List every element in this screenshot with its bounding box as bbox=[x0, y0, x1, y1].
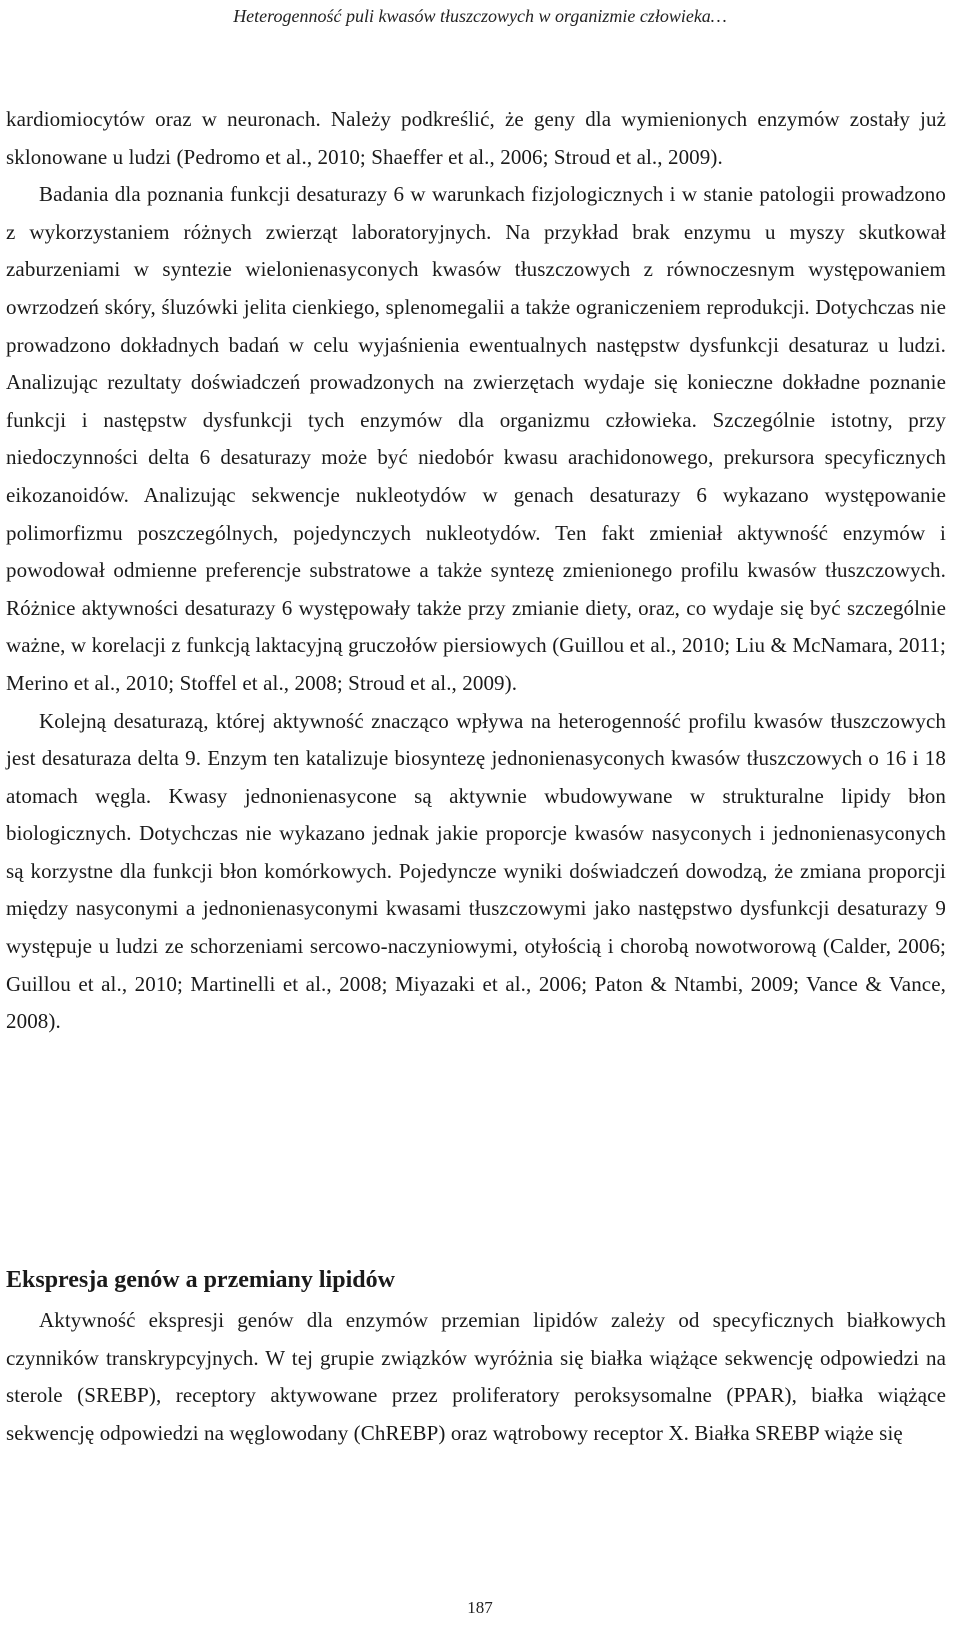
paragraph-desaturase-9: Kolejną desaturazą, której aktywność znacząco wpływa na heterogenność profilu kwasów tłuszczowych jest desaturaza delta 9. Enzym ten katalizuje biosyntezę jednonienasyconych kwasów tłuszczowych o 16 i 18 atomach węgla. Kwasy jednonienasycone są aktywnie wbudowywane w strukturalne lipidy błon biologicznych. Dotychczas nie wykazano jednak jakie proporcje kwasów nasyconych i jednonienasyconych są korzystne dla funkcji błon komórkowych. Pojedyncze wyniki doświadczeń dowodzą, że zmiana proporcji między nasyconymi a jednonienasyconymi kwasami tłuszczowymi jako następstwo dysfunkcji desaturazy 9 występuje u ludzi ze schorzeniami sercowo-naczyniowymi, otyłością i chorobą nowotworową (Calder, 2006; Guillou et al., 2010; Martinelli et al., 2008; Miyazaki et al., 2006; Paton & Ntambi, 2009; Vance & Vance, 2008). bbox=[6, 708, 946, 1034]
section-body-text bbox=[6, 1302, 946, 1452]
paragraph-continuation: kardiomiocytów oraz w neuronach. Należy podkreślić, że geny dla wymienionych enzymów zostały już sklonowane u ludzi (Pedromo et al., 2010; Shaeffer et al., 2006; Stroud et al., 2009). bbox=[6, 107, 946, 169]
section-heading: Ekspresja genów a przemiany lipidów bbox=[6, 1267, 395, 1293]
body-text-block bbox=[6, 101, 946, 1041]
paragraph-desaturase-6: Badania dla poznania funkcji desaturazy 6 w warunkach fizjologicznych i w stanie patologii prowadzono z wykorzystaniem różnych zwierząt laboratoryjnych. Na przykład brak enzymu u myszy skutkował zaburzeniami w syntezie wielonienasyconych kwasów tłuszczowych z równoczesnym występowaniem owrzodzeń skóry, śluzówki jelita cienkiego, splenomegalii a także ograniczeniem reprodukcji. Dotychczas nie prowadzono dokładnych badań w celu wyjaśnienia ewentualnych następstw dysfunkcji desaturaz u ludzi. Analizując rezultaty doświadczeń prowadzonych na zwierzętach wydaje się konieczne dokładne poznanie funkcji i następstw dysfunkcji tych enzymów dla organizmu człowieka. Szczególnie istotny, przy niedoczynności delta 6 desaturazy może być niedobór kwasu arachidonowego, prekursora specyficznych eikozanoidów. Analizując sekwencje nukleotydów w genach desaturazy 6 wykazano występowanie polimorfizmu poszczególnych, pojedynczych nukleotydów. Ten fakt zmieniał aktywność enzymów i powodował odmienne preferencje substratowe a także syntezę zmienionego profilu kwasów tłuszczowych. Różnice aktywności desaturazy 6 występowały także przy zmianie diety, oraz, co wydaje się być szczególnie ważne, w korelacji z funkcją laktacyjną gruczołów piersiowych (Guillou et al., 2010; Liu & McNamara, 2011; Merino et al., 2010; Stoffel et al., 2008; Stroud et al., 2009). bbox=[6, 182, 946, 695]
running-header: Heterogenność puli kwasów tłuszczowych w organizmie człowieka… bbox=[233, 6, 727, 26]
paragraph-gene-expression: Aktywność ekspresji genów dla enzymów przemian lipidów zależy od specyficznych białkowych czynników transkrypcyjnych. W tej grupie związków wyróżnia się białka wiążące sekwencję odpowiedzi na sterole (SREBP), receptory aktywowane przez proliferatory peroksysomalne (PPAR), białka wiążące sekwencję odpowiedzi na węglowodany (ChREBP) oraz wątrobowy receptor X. Białka SREBP wiąże się bbox=[6, 1308, 946, 1445]
page-number: 187 bbox=[467, 1598, 493, 1617]
